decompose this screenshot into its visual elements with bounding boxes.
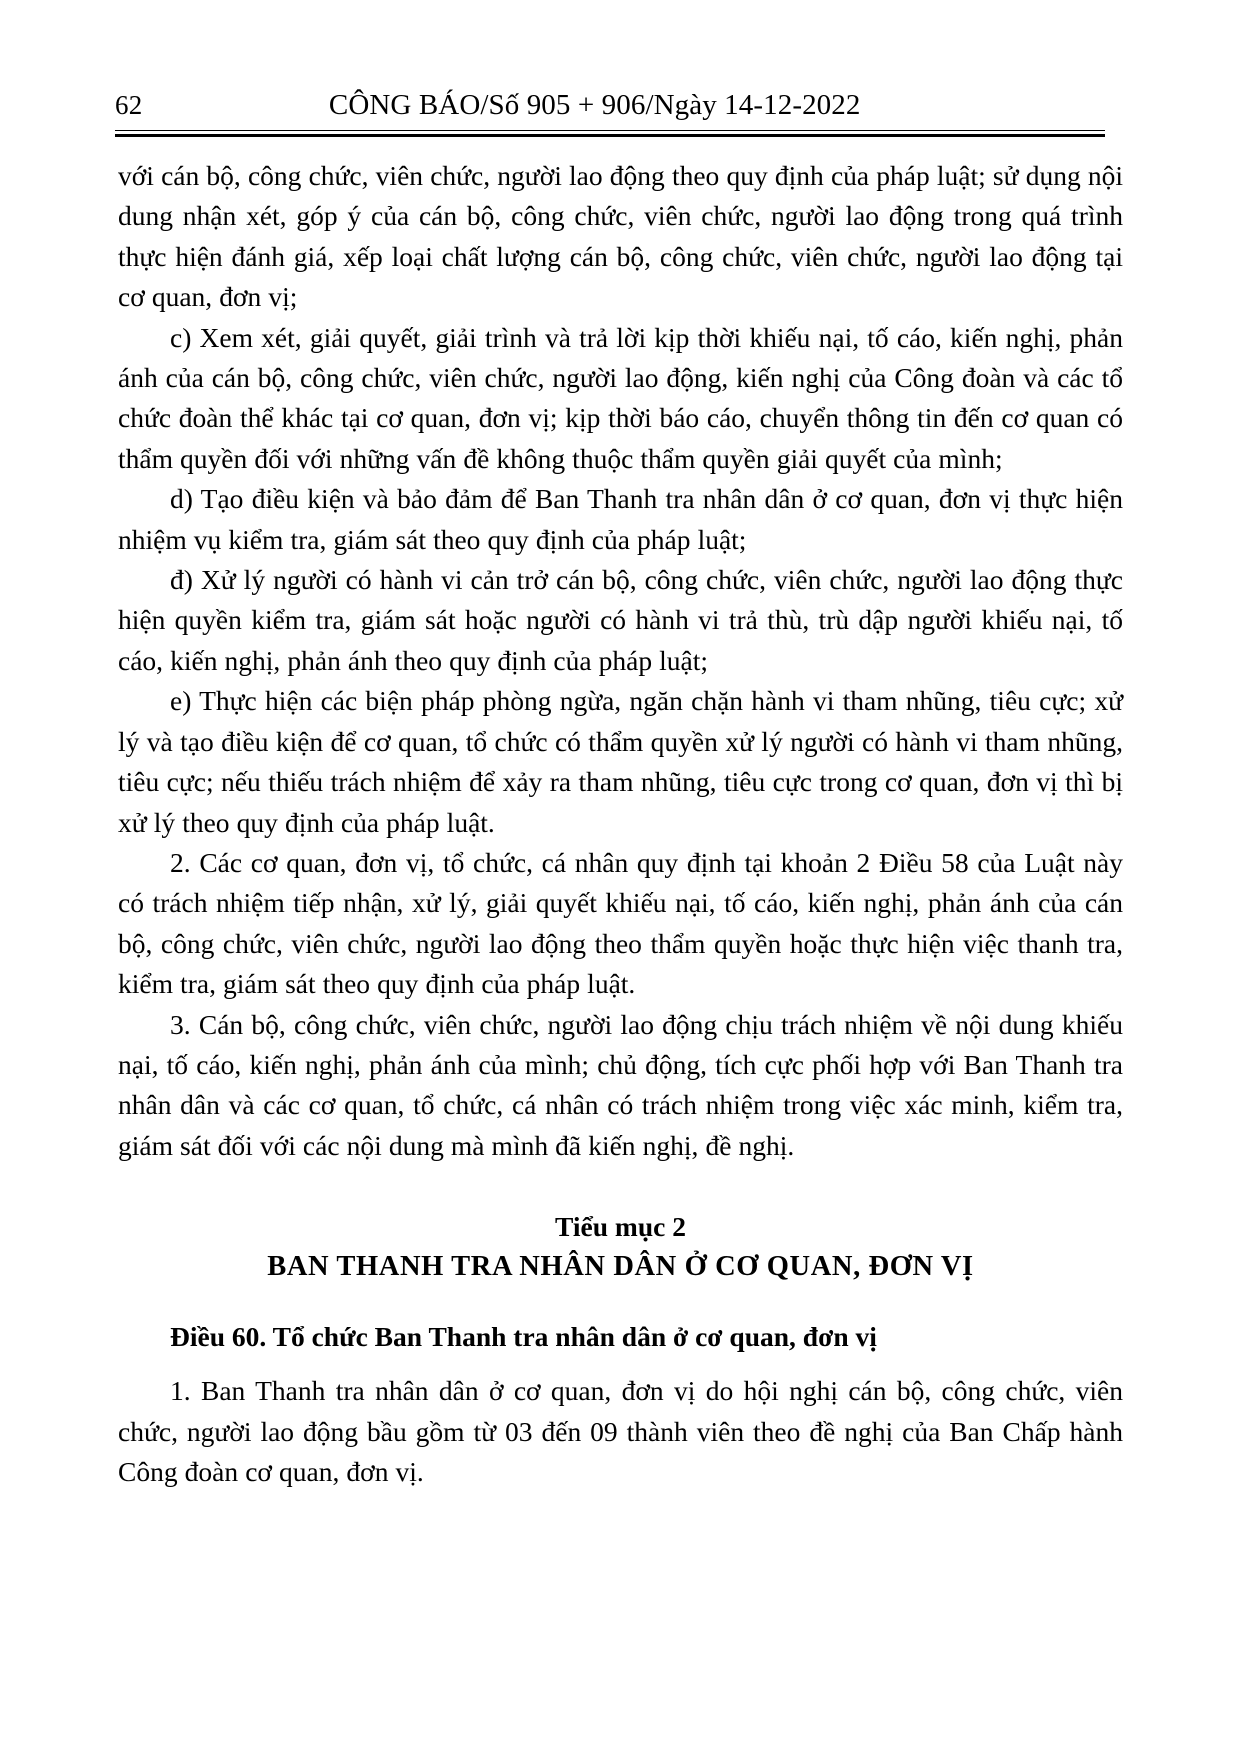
running-title: CÔNG BÁO/Số 905 + 906/Ngày 14-12-2022 [328, 89, 861, 121]
spacer-before-article [118, 1287, 1123, 1317]
paragraph-item-c: c) Xem xét, giải quyết, giải trình và trả lời kịp thời khiếu nại, tố cáo, kiến nghị, phản ánh của cán bộ, công chức, viên chức, người lao động, kiến nghị của Công đoàn và các tổ chức đoàn thể khác tại cơ quan, đơn vị; kịp thời báo cáo, chuyển thông tin đến cơ quan có thẩm quyền đối với những vấn đề không thuộc thẩm quyền giải quyết của mình; [118, 321, 1123, 474]
header-rule-thick [115, 134, 1105, 137]
paragraph-continuation: với cán bộ, công chức, viên chức, người lao động theo quy định của pháp luật; sử dụng nội dung nhận xét, góp ý của cán bộ, công chức, viên chức, người lao động trong quá trình thực hiện đánh giá, xếp loại chất lượng cán bộ, công chức, viên chức, người lao động tại cơ quan, đơn vị; [118, 160, 1123, 313]
header-rule-thin [115, 130, 1105, 131]
paragraph-item-d: d) Tạo điều kiện và bảo đảm để Ban Thanh tra nhân dân ở cơ quan, đơn vị thực hiện nhiệm vụ kiểm tra, giám sát theo quy định của pháp luật; [118, 483, 1123, 555]
spacer-before-subsection [118, 1166, 1123, 1207]
subsection-label: Tiểu mục 2 [555, 1211, 686, 1243]
paragraph-clause-2: 2. Các cơ quan, đơn vị, tổ chức, cá nhân quy định tại khoản 2 Điều 58 của Luật này có trách nhiệm tiếp nhận, xử lý, giải quyết khiếu nại, tố cáo, kiến nghị, phản ánh của cán bộ, công chức, viên chức, người lao động theo thẩm quyền hoặc thực hiện việc thanh tra, kiểm tra, giám sát theo quy định của pháp luật. [118, 846, 1123, 1000]
page-header [115, 86, 1105, 136]
spacer-after-article-heading [118, 1357, 1123, 1371]
subsection-title: BAN THANH TRA NHÂN DÂN Ở CƠ QUAN, ĐƠN VỊ [267, 1251, 974, 1283]
header-row [115, 86, 1105, 128]
page-number: 62 [115, 90, 143, 120]
article-heading: Điều 60. Tổ chức Ban Thanh tra nhân dân ở cơ quan, đơn vị [170, 1321, 877, 1353]
paragraph-article60-clause-1: 1. Ban Thanh tra nhân dân ở cơ quan, đơn vị do hội nghị cán bộ, công chức, viên chức, người lao động bầu gồm từ 03 đến 09 thành viên theo đề nghị của Ban Chấp hành Công đoàn cơ quan, đơn vị. [118, 1375, 1123, 1487]
page-body [118, 156, 1123, 1492]
paragraph-item-e: e) Thực hiện các biện pháp phòng ngừa, ngăn chặn hành vi tham nhũng, tiêu cực; xử lý và tạo điều kiện để cơ quan, tổ chức có thẩm quyền xử lý người có hành vi tham nhũng, tiêu cực; nếu thiếu trách nhiệm để xảy ra tham nhũng, tiêu cực trong cơ quan, đơn vị thì bị xử lý theo quy định của pháp luật. [118, 685, 1123, 838]
paragraph-item-dd: đ) Xử lý người có hành vi cản trở cán bộ, công chức, viên chức, người lao động thực hiện quyền kiểm tra, giám sát hoặc người có hành vi trả thù, trù dập người khiếu nại, tố cáo, kiến nghị, phản ánh theo quy định của pháp luật; [118, 564, 1123, 676]
paragraph-clause-3: 3. Cán bộ, công chức, viên chức, người lao động chịu trách nhiệm về nội dung khiếu nại, tố cáo, kiến nghị, phản ánh của mình; chủ động, tích cực phối hợp với Ban Thanh tra nhân dân và các cơ quan, tổ chức, cá nhân có trách nhiệm trong việc xác minh, kiểm tra, giám sát đối với các nội dung mà mình đã kiến nghị, đề nghị. [118, 1008, 1123, 1161]
